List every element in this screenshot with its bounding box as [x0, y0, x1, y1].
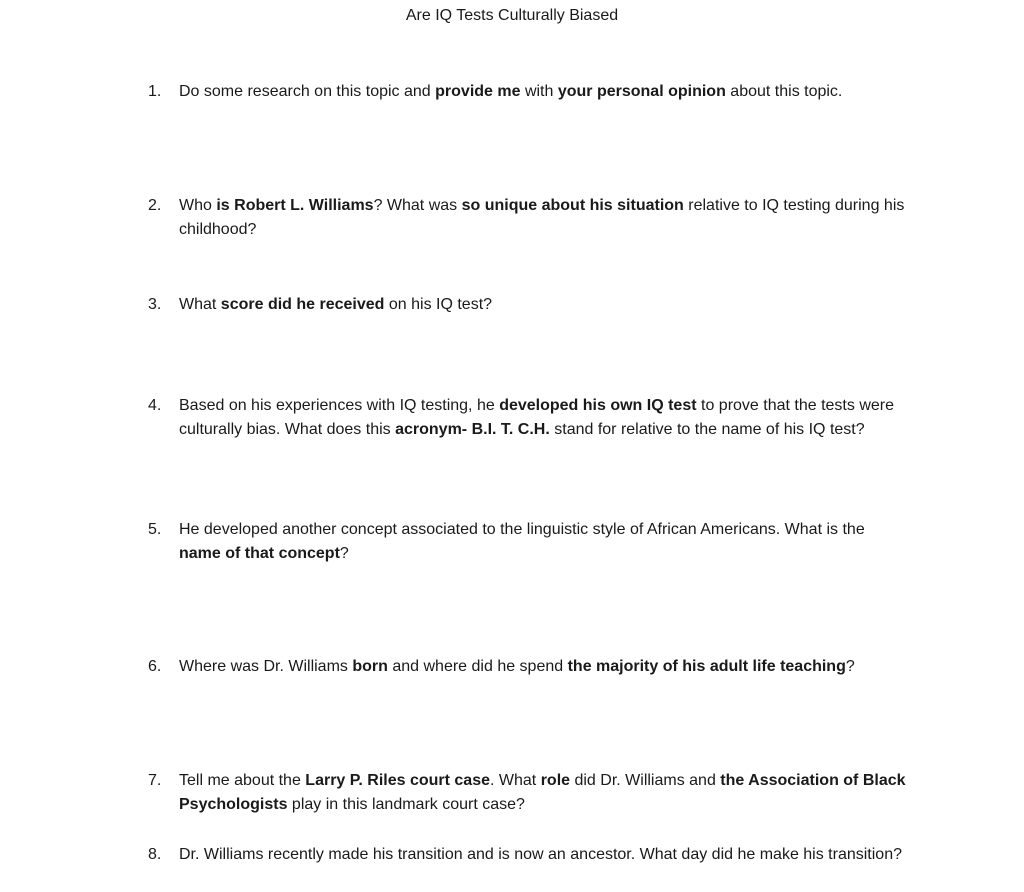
- emphasized-text: the Association of Black Psychologists: [179, 772, 906, 813]
- emphasized-text: your personal opinion: [557, 83, 726, 100]
- emphasized-text: the majority of his adult life teaching: [567, 658, 846, 675]
- question-text-run: Where was Dr. Williams: [179, 658, 353, 675]
- question-text-run: ?: [845, 658, 855, 675]
- question-text-run: relative to IQ testing during his childhood?: [179, 197, 905, 238]
- emphasized-text: name of that concept: [179, 545, 340, 562]
- question-2: [148, 194, 908, 242]
- question-number: 6.: [148, 658, 162, 675]
- question-text: [179, 293, 908, 317]
- document-title: Are IQ Tests Culturally Biased: [405, 7, 619, 24]
- emphasized-text: born: [352, 658, 388, 675]
- question-number: 5.: [148, 521, 162, 538]
- question-5: [148, 518, 908, 566]
- question-6: [148, 655, 908, 679]
- question-text-run: Do some research on this topic and: [179, 83, 436, 100]
- question-text-run: What: [179, 296, 221, 313]
- question-text-run: about this topic.: [725, 83, 843, 100]
- question-text-run: to prove that the tests were culturally bias. What does this: [179, 397, 894, 438]
- question-1: [148, 80, 908, 104]
- question-text: [179, 655, 908, 679]
- question-number: 2.: [148, 197, 162, 214]
- question-text: [179, 80, 908, 104]
- question-text: [179, 194, 908, 242]
- emphasized-text: Larry P. Riles court case: [305, 772, 490, 789]
- question-text-run: on his IQ test?: [384, 296, 493, 313]
- question-text: [179, 394, 908, 442]
- question-number: 3.: [148, 296, 162, 313]
- emphasized-text: is Robert L. Williams: [216, 197, 374, 214]
- question-text-run: ?: [339, 545, 349, 562]
- emphasized-text: so unique about his situation: [461, 197, 684, 214]
- question-text-run: play in this landmark court case?: [287, 796, 525, 813]
- question-text-run: Who: [179, 197, 217, 214]
- question-number: 8.: [148, 846, 162, 863]
- question-text-run: . What: [490, 772, 541, 789]
- question-text-run: Dr. Williams recently made his transition and is now an ancestor. What day did he make his transition?: [179, 846, 902, 863]
- question-4: [148, 394, 908, 442]
- question-text: [179, 518, 908, 566]
- question-text: [179, 843, 908, 867]
- emphasized-text: score did he received: [220, 296, 385, 313]
- question-text-run: ? What was: [373, 197, 462, 214]
- question-3: [148, 293, 908, 317]
- question-7: [148, 769, 908, 817]
- question-text: [179, 769, 908, 817]
- emphasized-text: role: [540, 772, 571, 789]
- question-text-run: Based on his experiences with IQ testing, he: [179, 397, 500, 414]
- question-text-run: He developed another concept associated to the linguistic style of African Americans. What is the: [179, 521, 865, 538]
- question-text-run: did Dr. Williams and: [570, 772, 721, 789]
- question-8: [148, 843, 908, 867]
- question-number: 7.: [148, 772, 162, 789]
- question-text-run: and where did he spend: [387, 658, 568, 675]
- emphasized-text: provide me: [435, 83, 521, 100]
- emphasized-text: developed his own IQ test: [499, 397, 697, 414]
- question-text-run: with: [520, 83, 558, 100]
- question-number: 4.: [148, 397, 162, 414]
- question-text-run: Tell me about the: [179, 772, 306, 789]
- emphasized-text: acronym- B.I. T. C.H.: [395, 421, 550, 438]
- question-text-run: stand for relative to the name of his IQ test?: [549, 421, 865, 438]
- question-number: 1.: [148, 83, 162, 100]
